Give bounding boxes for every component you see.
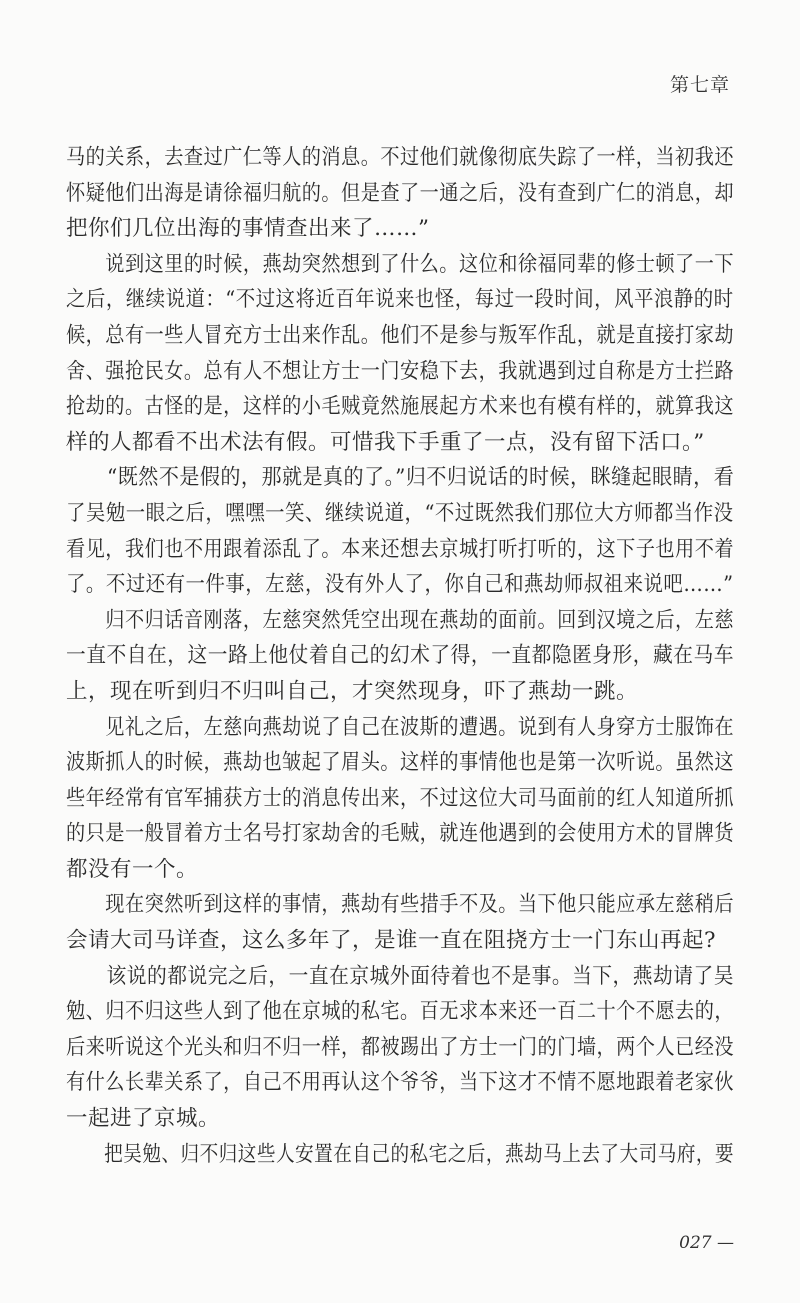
text-line: 看见，我们也不用跟着添乱了。本来还想去京城打听打听的，这下子也用不着	[66, 536, 735, 562]
text-line: 候，总有一些人冒充方士出来作乱。他们不是参与叛军作乱，就是直接打家劫	[66, 322, 735, 348]
text-line: 一直不自在，这一路上他仗着自己的幻术了得，一直都隐匿身形，藏在马车	[66, 643, 735, 669]
text-line: 有什么长辈关系了，自己不用再认这个爷爷，当下这才不情不愿地跟着老家伙	[66, 1070, 735, 1096]
text-line: 一起进了京城。	[66, 1106, 221, 1132]
chapter-header: 第七章	[669, 74, 730, 96]
text-line: 勉、归不归这些人到了他在京城的私宅。百无求本来还一百二十个不愿去的，	[66, 999, 735, 1025]
text-line: 舍、强抢民女。总有人不想让方士一门安稳下去，我就遇到过自称是方士拦路	[66, 358, 735, 384]
body-text	[66, 140, 734, 1172]
text-line: 抢劫的。古怪的是，这样的小毛贼竟然施展起方术来也有模有样的，就算我这	[66, 394, 735, 420]
text-line: 上，现在听到归不归叫自己，才突然现身，吓了燕劫一跳。	[66, 678, 639, 704]
text-line: 把你们几位出海的事情查出来了……”	[66, 216, 430, 242]
text-line: 归不归话音刚落，左慈突然凭空出现在燕劫的面前。回到汉境之后，左慈	[66, 607, 735, 633]
text-line: 说到这里的时候，燕劫突然想到了什么。这位和徐福同辈的修士顿了一下	[66, 251, 735, 277]
text-line: 马的关系，去查过广仁等人的消息。不过他们就像彻底失踪了一样，当初我还	[66, 145, 735, 170]
text-line: 见礼之后，左慈向燕劫说了自己在波斯的遭遇。说到有人身穿方士服饰在	[66, 714, 735, 740]
text-line: “既然不是假的，那就是真的了。”归不归说话的时候，眯缝起眼睛，看	[66, 465, 735, 491]
text-line: 样的人都看不出术法有假。可惜我下手重了一点，没有留下活口。”	[66, 429, 705, 455]
text-line: 把吴勉、归不归这些人安置在自己的私宅之后，燕劫马上去了大司马府，要	[66, 1141, 735, 1167]
text-line: 怀疑他们出海是请徐福归航的。但是查了一通之后，没有查到广仁的消息，却	[66, 180, 735, 206]
text-line: 都没有一个。	[66, 856, 199, 882]
text-line: 后来听说这个光头和归不归一样，都被踢出了方士一门的门墙，两个人已经没	[66, 1034, 735, 1060]
text-line: 了。不过还有一件事，左慈，没有外人了，你自己和燕劫师叔祖来说吧……”	[66, 572, 734, 598]
text-line: 波斯抓人的时候，燕劫也皱起了眉头。这样的事情他也是第一次听说。虽然这	[66, 750, 735, 776]
text-line: 了吴勉一眼之后，嘿嘿一笑、继续说道，“不过既然我们那位大方师都当作没	[66, 500, 734, 526]
text-line: 会请大司马详查，这么多年了，是谁一直在阻挠方士一门东山再起?	[66, 928, 717, 954]
text-line: 些年经常有官军捕获方士的消息传出来，不过这位大司马面前的红人知道所抓	[66, 785, 735, 811]
text-line: 现在突然听到这样的事情，燕劫有些措手不及。当下他只能应承左慈稍后	[66, 892, 735, 918]
text-line: 的只是一般冒着方士名号打家劫舍的毛贼，就连他遇到的会使用方术的冒牌货	[66, 821, 735, 847]
text-line: 之后，继续说道：“不过这将近百年说来也怪，每过一段时间，风平浪静的时	[66, 287, 734, 313]
text-line: 该说的都说完之后，一直在京城外面待着也不是事。当下，燕劫请了吴	[66, 963, 735, 989]
page-number: 027 —	[679, 1233, 734, 1253]
